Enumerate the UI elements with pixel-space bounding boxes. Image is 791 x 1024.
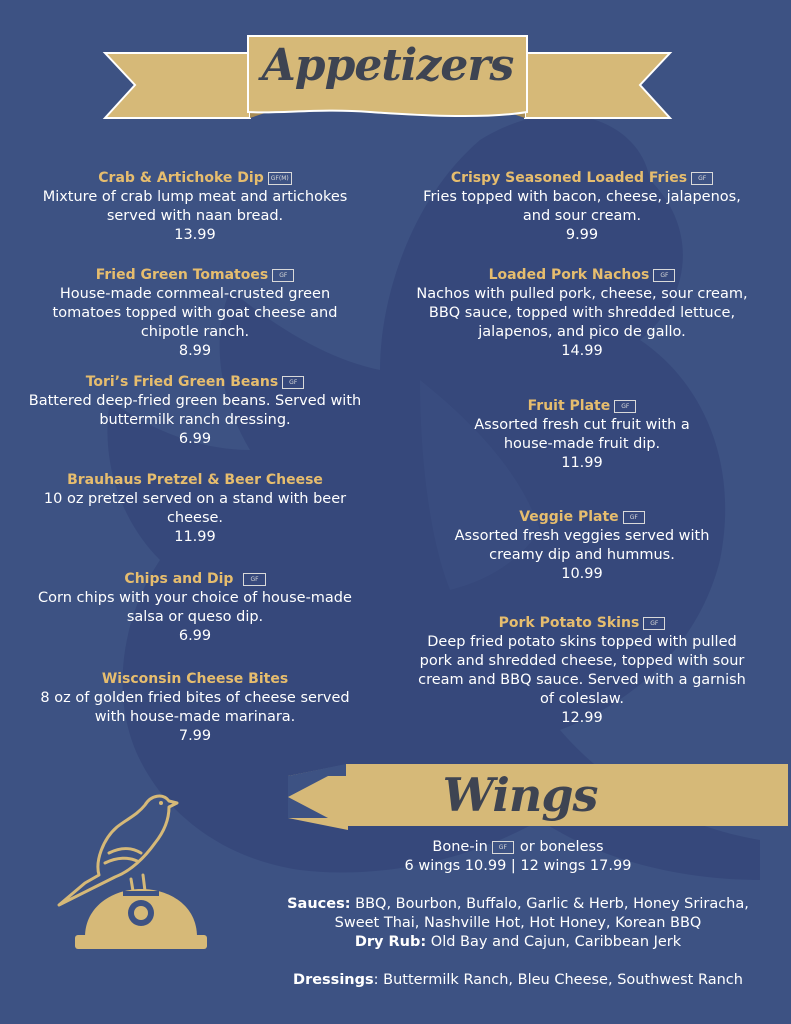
item-price: 10.99 <box>561 566 603 582</box>
bone-in-text: Bone-in <box>432 839 488 855</box>
item-name: Crispy Seasoned Loaded Fries <box>450 170 688 186</box>
item-description: Nachos with pulled pork, cheese, sour cream, BBQ sauce, topped with shredded lettuce, jalapenos, and pico de gallo. <box>416 286 748 340</box>
item-price: 6.99 <box>178 431 212 447</box>
item-name: Veggie Plate <box>519 509 619 525</box>
list-item <box>25 570 365 646</box>
gf-badge: GF <box>243 573 265 586</box>
wings-details <box>258 838 778 990</box>
list-item <box>25 471 365 547</box>
dryrub-text: Old Bay and Cajun, Caribbean Jerk <box>430 934 682 950</box>
list-item <box>25 670 365 746</box>
item-name: Fried Green Tomatoes <box>95 267 269 283</box>
list-item <box>412 397 752 473</box>
list-item <box>412 508 752 584</box>
gf-badge: GF <box>282 376 304 389</box>
item-description: 10 oz pretzel served on a stand with beer cheese. <box>43 491 347 526</box>
gf-badge: GF <box>492 841 514 854</box>
gf-badge: GF <box>623 511 645 524</box>
item-price: 7.99 <box>178 728 212 744</box>
list-item <box>25 169 365 245</box>
list-item <box>25 266 365 361</box>
appetizers-title: Appetizers <box>261 40 514 91</box>
item-description: 8 oz of golden fried bites of cheese served with house-made marinara. <box>40 690 350 725</box>
dressings-text: : Buttermilk Ranch, Bleu Cheese, Southwest Ranch <box>373 972 743 988</box>
item-price: 8.99 <box>178 343 212 359</box>
item-price: 13.99 <box>174 227 216 243</box>
item-name: Fruit Plate <box>527 398 611 414</box>
item-name: Pork Potato Skins <box>498 615 640 631</box>
gf-badge: GF <box>653 269 675 282</box>
list-item <box>412 169 752 245</box>
gf-badge: GF <box>614 400 636 413</box>
gf-badge: GF(M) <box>268 172 292 185</box>
item-price: 9.99 <box>565 227 599 243</box>
item-name: Tori’s Fried Green Beans <box>85 374 279 390</box>
gf-badge: GF <box>643 617 665 630</box>
item-description: Corn chips with your choice of house-made salsa or queso dip. <box>38 590 352 625</box>
list-item <box>412 266 752 361</box>
list-item <box>25 373 365 449</box>
item-description: Battered deep-fried green beans. Served with buttermilk ranch dressing. <box>28 393 362 428</box>
wing-prices: 6 wings 10.99 | 12 wings 17.99 <box>404 858 632 874</box>
item-description: House-made cornmeal-crusted green tomatoes topped with goat cheese and chipotle ranch. <box>52 286 338 340</box>
boneless-text: or boneless <box>519 839 604 855</box>
item-price: 14.99 <box>561 343 603 359</box>
item-description: Assorted fresh cut fruit with a house-made fruit dip. <box>474 417 690 452</box>
sauces-line2: Sweet Thai, Nashville Hot, Hot Honey, Korean BBQ <box>334 915 702 931</box>
list-item <box>412 614 752 728</box>
sauces-line1: BBQ, Bourbon, Buffalo, Garlic & Herb, Honey Sriracha, <box>355 896 749 912</box>
bird-hardhat-logo-icon <box>55 787 215 957</box>
gf-badge: GF <box>272 269 294 282</box>
item-description: Mixture of crab lump meat and artichokes served with naan bread. <box>42 189 348 224</box>
item-price: 11.99 <box>561 455 603 471</box>
item-name: Chips and Dip <box>124 571 234 587</box>
sauces-label: Sauces: <box>287 896 351 912</box>
item-description: Deep fried potato skins topped with pulled pork and shredded cheese, topped with sour cream and BBQ sauce. Served with a garnish of coleslaw. <box>418 634 746 707</box>
item-name: Wisconsin Cheese Bites <box>101 671 289 687</box>
gf-badge: GF <box>691 172 713 185</box>
item-name: Crab & Artichoke Dip <box>98 170 264 186</box>
item-price: 6.99 <box>178 628 212 644</box>
wings-title: Wings <box>442 768 598 822</box>
dryrub-label: Dry Rub: <box>354 934 427 950</box>
item-price: 12.99 <box>561 710 603 726</box>
item-name: Loaded Pork Nachos <box>488 267 650 283</box>
item-name: Brauhaus Pretzel & Beer Cheese <box>67 472 323 488</box>
item-description: Assorted fresh veggies served with creamy dip and hummus. <box>454 528 710 563</box>
item-description: Fries topped with bacon, cheese, jalapenos, and sour cream. <box>423 189 741 224</box>
dressings-label: Dressings <box>293 972 374 988</box>
item-price: 11.99 <box>174 529 216 545</box>
